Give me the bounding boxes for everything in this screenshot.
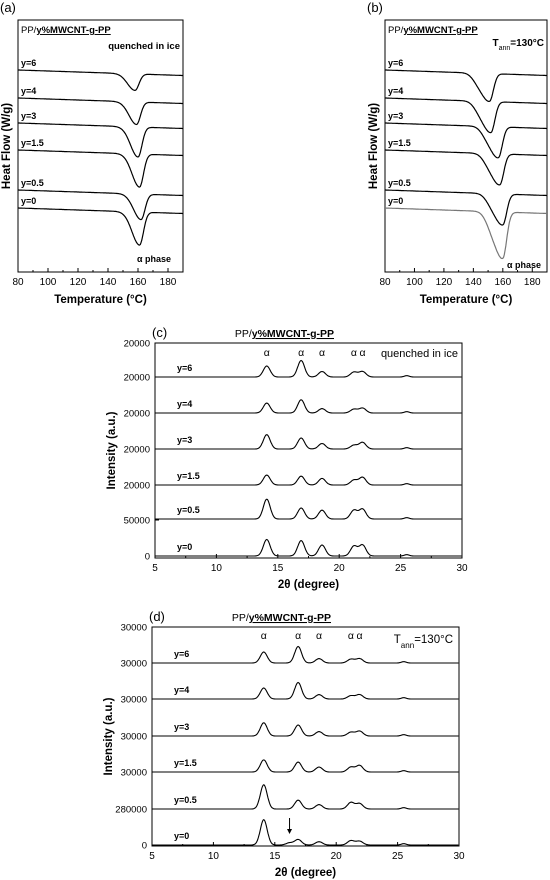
series-label: y=0.5 [388,178,411,188]
y-tick-label: 30000 [120,767,147,779]
series-label: y=6 [21,58,37,68]
dsc-curve [385,70,547,101]
series-label: y=3 [177,435,193,445]
peak-label: α phase [507,260,542,270]
alpha-peak-mark: α [356,630,363,642]
series-label: y=3 [174,722,190,732]
x-tick-label: 100 [406,277,423,288]
chart-title: PP/y%MWCNT-g-PP [234,328,335,340]
x-tick-label: 25 [395,563,407,574]
y-tick-label: 50000 [123,515,150,527]
y-tick-label: 30000 [120,658,147,670]
xrd-pattern [155,435,461,449]
series-label: y=4 [21,86,37,96]
dsc-curve [18,208,183,245]
x-tick-label: 20 [333,563,345,574]
x-tick-label: 5 [152,563,158,574]
x-tick-label: 100 [39,277,57,288]
x-tick-label: 30 [453,851,465,862]
xrd-pattern [155,400,461,413]
series-label: y=6 [174,649,190,659]
y-tick-label: 280000 [115,804,147,816]
x-tick-label: 140 [99,277,117,288]
series-label: y=1.5 [21,138,44,148]
x-axis-label: 2θ (degree) [274,867,337,879]
x-tick-label: 10 [210,563,222,574]
x-tick-label: 25 [392,851,404,862]
x-tick-label: 80 [379,277,391,288]
dsc-curve [18,190,183,220]
alpha-peak-mark: α [295,630,302,642]
y-tick-label: 20000 [123,480,150,492]
series-label: y=4 [388,86,404,96]
x-tick-label: 140 [465,277,482,288]
x-tick-label: 160 [494,277,512,288]
x-tick-label: 160 [129,277,147,288]
series-label: y=1.5 [177,471,200,481]
x-tick-label: 20 [330,851,342,862]
y-tick-label: 30000 [120,622,147,634]
panel-label: (b) [367,0,383,15]
x-tick-label: 15 [272,563,284,574]
xrd-pattern [152,723,458,736]
y-axis-label: Heat Flow (W/g) [368,102,380,190]
annotation: $T_{ann}=130^\circ C$ [393,634,453,650]
x-axis-label: Temperature (°C) [54,294,147,306]
x-tick-label: 80 [12,277,24,288]
alpha-peak-mark: α [359,347,366,359]
series-label: y=0 [388,196,404,206]
x-tick-label: 180 [159,277,177,288]
alpha-peak-mark: α [318,347,326,359]
x-tick-label: 10 [207,851,219,862]
alpha-peak-mark: α [315,630,323,642]
series-label: y=3 [388,111,404,121]
x-axis-label: 2θ (degree) [277,579,340,591]
series-label: y=0.5 [21,178,44,188]
annotation: quenched in ice [108,41,180,52]
peak-label: α phase [137,254,172,264]
x-tick-label: 120 [69,277,87,288]
y-tick-label: 20000 [123,338,150,350]
x-tick-label: 180 [523,277,541,288]
series-label: y=4 [177,399,193,409]
y-tick-label: 20000 [123,372,150,384]
dsc-curve [18,70,183,90]
series-label: y=6 [388,58,404,68]
xrd-pattern [152,785,458,809]
alpha-peak-mark: α [260,630,267,642]
panel-label: (d) [149,609,165,624]
y-axis-label: Heat Flow (W/g) [1,102,13,190]
xrd-pattern [155,361,461,378]
panel-label: (a) [0,0,16,15]
series-label: y=0 [174,831,190,841]
dsc-curve [385,208,547,259]
alpha-peak-mark: α [350,347,357,359]
alpha-peak-mark: α [298,347,305,359]
y-tick-label: 0 [144,551,150,563]
annotation: quenched in ice [380,348,458,360]
y-tick-label: 0 [141,840,147,852]
y-axis-label: Intensity (a.u.) [103,697,115,776]
y-tick-label: 20000 [123,444,150,456]
x-tick-label: 5 [149,851,155,862]
y-tick-label: 20000 [123,408,150,420]
x-axis-label: Temperature (°C) [419,294,513,306]
series-label: y=0.5 [177,505,200,515]
xrd-pattern [155,475,461,485]
xrd-pattern [152,760,458,772]
y-axis-label: Intensity (a.u.) [106,411,118,490]
series-label: y=1.5 [174,758,197,768]
y-tick-label: 30000 [120,731,147,743]
dsc-curve [385,190,547,225]
series-label: y=3 [21,111,37,121]
x-tick-label: 120 [435,277,453,288]
alpha-peak-mark: α [347,630,354,642]
series-label: y=0 [177,542,193,552]
xrd-pattern [152,820,458,845]
dsc-curve [18,98,183,125]
xrd-pattern [155,499,461,519]
x-tick-label: 30 [456,563,468,574]
arrow-head [287,829,292,834]
series-label: y=4 [174,685,190,695]
xrd-pattern [152,683,458,700]
y-tick-label: 30000 [120,694,147,706]
chart-title: PP/y%MWCNT-g-PP [231,612,332,624]
series-label: y=0.5 [174,795,197,805]
x-tick-label: 15 [269,851,281,862]
panel-label: (c) [152,325,168,340]
series-label: y=0 [21,196,37,206]
xrd-pattern [155,540,461,557]
chart-title: PP/y%MWCNT-g-PP [388,25,478,36]
annotation: $T_{ann}=130^\circ C$ [492,38,544,52]
chart-title: PP/y%MWCNT-g-PP [21,25,111,36]
series-label: y=6 [177,363,193,373]
series-label: y=1.5 [388,138,411,148]
alpha-peak-mark: α [263,347,270,359]
